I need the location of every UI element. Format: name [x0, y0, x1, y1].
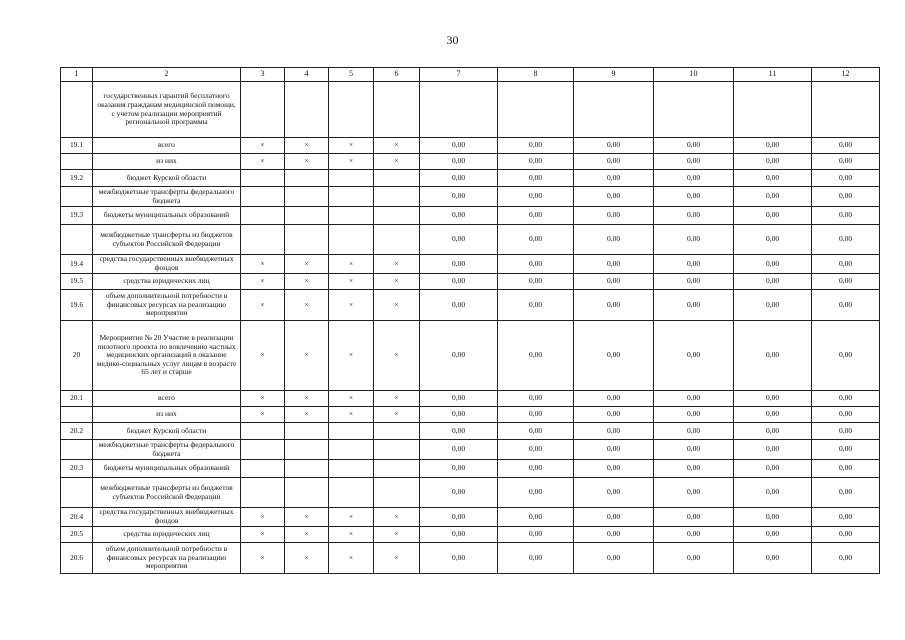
row-name-cell: средства государственных внебюджетных фондов — [93, 255, 241, 274]
value-cell: 0,00 — [812, 527, 880, 543]
value-cell: 0,00 — [574, 225, 654, 255]
value-cell: 0,00 — [654, 423, 734, 440]
row-name-cell: средства юридических лиц — [93, 274, 241, 290]
value-cell: 0,00 — [734, 274, 812, 290]
mark-cell: × — [329, 407, 374, 423]
value-cell: 0,00 — [420, 255, 498, 274]
value-cell: 0,00 — [498, 207, 574, 225]
mark-cell: × — [374, 154, 420, 170]
value-cell: 0,00 — [574, 170, 654, 187]
row-number-cell: 20.2 — [61, 423, 93, 440]
table-row — [61, 274, 880, 290]
value-cell: 0,00 — [654, 207, 734, 225]
value-cell: 0,00 — [812, 154, 880, 170]
value-cell: 0,00 — [734, 225, 812, 255]
table-row — [61, 440, 880, 460]
row-name-cell: межбюджетные трансферты федерального бюджета — [93, 187, 241, 207]
value-cell: 0,00 — [420, 154, 498, 170]
value-cell: 0,00 — [734, 207, 812, 225]
value-cell: 0,00 — [498, 391, 574, 407]
row-name-cell: бюджеты муниципальных образований — [93, 207, 241, 225]
mark-cell: × — [374, 543, 420, 574]
row-name-cell: средства юридических лиц — [93, 527, 241, 543]
row-number-cell: 20.1 — [61, 391, 93, 407]
mark-cell — [285, 225, 329, 255]
row-number-cell: 19.6 — [61, 290, 93, 321]
value-cell: 0,00 — [654, 225, 734, 255]
value-cell: 0,00 — [498, 527, 574, 543]
mark-cell — [329, 187, 374, 207]
table-row — [61, 290, 880, 321]
value-cell: 0,00 — [812, 543, 880, 574]
value-cell: 0,00 — [574, 460, 654, 478]
value-cell: 0,00 — [734, 407, 812, 423]
mark-cell: × — [241, 255, 285, 274]
value-cell: 0,00 — [812, 225, 880, 255]
header-cell-7: 7 — [420, 68, 498, 82]
value-cell: 0,00 — [498, 225, 574, 255]
value-cell: 0,00 — [420, 274, 498, 290]
table-row — [61, 170, 880, 187]
table-row — [61, 407, 880, 423]
value-cell: 0,00 — [498, 274, 574, 290]
mark-cell: × — [374, 391, 420, 407]
row-number-cell — [61, 478, 93, 508]
mark-cell — [374, 478, 420, 508]
value-cell: 0,00 — [734, 187, 812, 207]
value-cell: 0,00 — [812, 321, 880, 391]
header-cell-11: 11 — [734, 68, 812, 82]
value-cell: 0,00 — [420, 207, 498, 225]
value-cell: 0,00 — [574, 207, 654, 225]
value-cell: 0,00 — [420, 138, 498, 154]
table-row — [61, 321, 880, 391]
header-cell-1: 1 — [61, 68, 93, 82]
header-cell-9: 9 — [574, 68, 654, 82]
value-cell: 0,00 — [420, 508, 498, 527]
row-number-cell — [61, 82, 93, 138]
mark-cell — [329, 423, 374, 440]
value-cell: 0,00 — [734, 543, 812, 574]
value-cell: 0,00 — [654, 440, 734, 460]
mark-cell — [241, 423, 285, 440]
mark-cell: × — [285, 407, 329, 423]
row-number-cell: 19.3 — [61, 207, 93, 225]
mark-cell: × — [374, 255, 420, 274]
mark-cell — [329, 440, 374, 460]
mark-cell: × — [285, 321, 329, 391]
value-cell — [734, 82, 812, 138]
value-cell: 0,00 — [574, 274, 654, 290]
row-name-cell: межбюджетные трансферты из бюджетов субъектов Российской Федерации — [93, 478, 241, 508]
value-cell: 0,00 — [734, 508, 812, 527]
header-cell-10: 10 — [654, 68, 734, 82]
value-cell: 0,00 — [498, 407, 574, 423]
mark-cell: × — [285, 138, 329, 154]
row-name-cell: бюджет Курской области — [93, 423, 241, 440]
value-cell: 0,00 — [574, 440, 654, 460]
table-header-row — [61, 68, 880, 82]
value-cell: 0,00 — [498, 478, 574, 508]
mark-cell — [241, 82, 285, 138]
mark-cell — [241, 187, 285, 207]
row-name-cell: государственных гарантий бесплатного оказания гражданам медицинской помощи, с учетом реализации мероприятий региональной программы — [93, 82, 241, 138]
value-cell: 0,00 — [420, 170, 498, 187]
mark-cell: × — [329, 274, 374, 290]
mark-cell — [241, 478, 285, 508]
value-cell: 0,00 — [420, 391, 498, 407]
value-cell: 0,00 — [574, 508, 654, 527]
mark-cell: × — [285, 527, 329, 543]
row-number-cell: 19.2 — [61, 170, 93, 187]
mark-cell: × — [374, 290, 420, 321]
mark-cell: × — [241, 407, 285, 423]
row-name-cell: объем дополнительной потребности в финансовых ресурсах на реализацию мероприятия — [93, 543, 241, 574]
mark-cell: × — [241, 391, 285, 407]
row-number-cell — [61, 225, 93, 255]
mark-cell: × — [374, 321, 420, 391]
value-cell: 0,00 — [812, 274, 880, 290]
value-cell: 0,00 — [498, 290, 574, 321]
value-cell: 0,00 — [654, 138, 734, 154]
value-cell: 0,00 — [574, 255, 654, 274]
value-cell: 0,00 — [420, 407, 498, 423]
mark-cell: × — [329, 527, 374, 543]
value-cell: 0,00 — [734, 170, 812, 187]
value-cell: 0,00 — [812, 170, 880, 187]
value-cell: 0,00 — [812, 255, 880, 274]
row-number-cell: 20.4 — [61, 508, 93, 527]
row-name-cell: Мероприятие № 20 Участие в реализации пилотного проекта по вовлечению частных медицинских организаций в оказание медико-социальных услуг лицам в возрасте 65 лет и старше — [93, 321, 241, 391]
value-cell: 0,00 — [420, 527, 498, 543]
value-cell: 0,00 — [734, 423, 812, 440]
mark-cell — [374, 423, 420, 440]
mark-cell — [374, 225, 420, 255]
mark-cell — [241, 207, 285, 225]
row-number-cell: 20 — [61, 321, 93, 391]
value-cell: 0,00 — [574, 321, 654, 391]
value-cell: 0,00 — [734, 290, 812, 321]
mark-cell: × — [374, 407, 420, 423]
value-cell — [574, 82, 654, 138]
value-cell: 0,00 — [420, 321, 498, 391]
value-cell: 0,00 — [734, 321, 812, 391]
value-cell: 0,00 — [812, 407, 880, 423]
value-cell: 0,00 — [420, 225, 498, 255]
row-number-cell — [61, 154, 93, 170]
value-cell: 0,00 — [654, 187, 734, 207]
value-cell: 0,00 — [574, 290, 654, 321]
row-name-cell: межбюджетные трансферты из бюджетов субъектов Российской Федерации — [93, 225, 241, 255]
value-cell: 0,00 — [420, 478, 498, 508]
value-cell: 0,00 — [498, 187, 574, 207]
value-cell: 0,00 — [812, 423, 880, 440]
mark-cell: × — [241, 321, 285, 391]
mark-cell — [329, 207, 374, 225]
mark-cell — [285, 170, 329, 187]
value-cell: 0,00 — [734, 138, 812, 154]
header-cell-5: 5 — [329, 68, 374, 82]
table-row — [61, 207, 880, 225]
header-cell-3: 3 — [241, 68, 285, 82]
mark-cell — [285, 440, 329, 460]
value-cell: 0,00 — [498, 460, 574, 478]
mark-cell — [374, 187, 420, 207]
mark-cell: × — [329, 508, 374, 527]
mark-cell: × — [241, 154, 285, 170]
value-cell: 0,00 — [574, 187, 654, 207]
table-row — [61, 82, 880, 138]
value-cell: 0,00 — [574, 154, 654, 170]
mark-cell — [374, 170, 420, 187]
value-cell: 0,00 — [812, 290, 880, 321]
value-cell: 0,00 — [654, 478, 734, 508]
value-cell: 0,00 — [654, 255, 734, 274]
table-row — [61, 255, 880, 274]
value-cell: 0,00 — [734, 440, 812, 460]
value-cell: 0,00 — [734, 154, 812, 170]
value-cell: 0,00 — [498, 138, 574, 154]
value-cell — [812, 82, 880, 138]
value-cell: 0,00 — [420, 460, 498, 478]
mark-cell: × — [329, 154, 374, 170]
table-row — [61, 508, 880, 527]
row-name-cell: из них — [93, 407, 241, 423]
table-row — [61, 423, 880, 440]
mark-cell — [374, 207, 420, 225]
header-cell-6: 6 — [374, 68, 420, 82]
mark-cell: × — [285, 391, 329, 407]
value-cell: 0,00 — [654, 274, 734, 290]
mark-cell — [241, 440, 285, 460]
mark-cell: × — [241, 527, 285, 543]
header-cell-8: 8 — [498, 68, 574, 82]
header-cell-2: 2 — [93, 68, 241, 82]
header-cell-12: 12 — [812, 68, 880, 82]
value-cell: 0,00 — [654, 407, 734, 423]
value-cell: 0,00 — [420, 423, 498, 440]
page-number: 30 — [446, 33, 459, 47]
header-cell-4: 4 — [285, 68, 329, 82]
mark-cell — [285, 478, 329, 508]
value-cell: 0,00 — [812, 478, 880, 508]
mark-cell: × — [329, 255, 374, 274]
row-name-cell: бюджет Курской области — [93, 170, 241, 187]
value-cell: 0,00 — [734, 391, 812, 407]
mark-cell: × — [285, 154, 329, 170]
value-cell: 0,00 — [654, 170, 734, 187]
mark-cell — [374, 460, 420, 478]
value-cell: 0,00 — [498, 440, 574, 460]
value-cell: 0,00 — [574, 478, 654, 508]
mark-cell: × — [241, 274, 285, 290]
mark-cell — [329, 225, 374, 255]
table-row — [61, 527, 880, 543]
value-cell: 0,00 — [498, 170, 574, 187]
value-cell: 0,00 — [812, 391, 880, 407]
value-cell: 0,00 — [420, 187, 498, 207]
value-cell — [420, 82, 498, 138]
mark-cell: × — [241, 290, 285, 321]
value-cell: 0,00 — [812, 207, 880, 225]
row-number-cell: 20.3 — [61, 460, 93, 478]
row-number-cell: 19.1 — [61, 138, 93, 154]
mark-cell: × — [241, 138, 285, 154]
mark-cell: × — [285, 274, 329, 290]
value-cell: 0,00 — [420, 290, 498, 321]
mark-cell — [285, 187, 329, 207]
value-cell — [498, 82, 574, 138]
mark-cell — [241, 225, 285, 255]
value-cell: 0,00 — [812, 187, 880, 207]
mark-cell — [329, 170, 374, 187]
value-cell: 0,00 — [498, 508, 574, 527]
value-cell: 0,00 — [654, 543, 734, 574]
mark-cell — [374, 440, 420, 460]
row-number-cell: 20.5 — [61, 527, 93, 543]
row-name-cell: из них — [93, 154, 241, 170]
value-cell: 0,00 — [574, 543, 654, 574]
table-row — [61, 225, 880, 255]
value-cell: 0,00 — [812, 138, 880, 154]
mark-cell — [374, 82, 420, 138]
table-row — [61, 460, 880, 478]
row-name-cell: бюджеты муниципальных образований — [93, 460, 241, 478]
mark-cell: × — [285, 508, 329, 527]
value-cell: 0,00 — [498, 321, 574, 391]
table-row — [61, 138, 880, 154]
mark-cell: × — [329, 321, 374, 391]
value-cell: 0,00 — [498, 154, 574, 170]
value-cell: 0,00 — [812, 440, 880, 460]
value-cell: 0,00 — [420, 440, 498, 460]
mark-cell: × — [285, 290, 329, 321]
mark-cell — [285, 423, 329, 440]
table-row — [61, 154, 880, 170]
mark-cell: × — [374, 527, 420, 543]
mark-cell: × — [374, 138, 420, 154]
value-cell: 0,00 — [812, 460, 880, 478]
row-number-cell — [61, 407, 93, 423]
row-number-cell: 19.4 — [61, 255, 93, 274]
mark-cell — [329, 478, 374, 508]
mark-cell — [285, 460, 329, 478]
table-row — [61, 391, 880, 407]
mark-cell — [285, 207, 329, 225]
mark-cell: × — [285, 543, 329, 574]
value-cell: 0,00 — [734, 527, 812, 543]
row-name-cell: межбюджетные трансферты федерального бюджета — [93, 440, 241, 460]
mark-cell — [329, 460, 374, 478]
value-cell: 0,00 — [498, 423, 574, 440]
budget-table — [60, 67, 880, 574]
mark-cell: × — [241, 508, 285, 527]
mark-cell — [329, 82, 374, 138]
value-cell: 0,00 — [654, 154, 734, 170]
mark-cell — [241, 460, 285, 478]
table-row — [61, 478, 880, 508]
table-row — [61, 187, 880, 207]
mark-cell: × — [329, 290, 374, 321]
value-cell: 0,00 — [734, 255, 812, 274]
row-number-cell: 19.5 — [61, 274, 93, 290]
mark-cell: × — [374, 508, 420, 527]
row-number-cell — [61, 187, 93, 207]
value-cell: 0,00 — [654, 290, 734, 321]
mark-cell: × — [329, 138, 374, 154]
row-name-cell: объем дополнительной потребности в финансовых ресурсах на реализацию мероприятия — [93, 290, 241, 321]
value-cell: 0,00 — [734, 478, 812, 508]
row-name-cell: средства государственных внебюджетных фондов — [93, 508, 241, 527]
value-cell: 0,00 — [654, 508, 734, 527]
value-cell — [654, 82, 734, 138]
value-cell: 0,00 — [574, 423, 654, 440]
row-number-cell — [61, 440, 93, 460]
value-cell: 0,00 — [420, 543, 498, 574]
mark-cell: × — [374, 274, 420, 290]
value-cell: 0,00 — [498, 255, 574, 274]
value-cell: 0,00 — [654, 391, 734, 407]
value-cell: 0,00 — [574, 407, 654, 423]
row-name-cell: всего — [93, 138, 241, 154]
value-cell: 0,00 — [812, 508, 880, 527]
value-cell: 0,00 — [574, 138, 654, 154]
row-name-cell: всего — [93, 391, 241, 407]
mark-cell: × — [329, 543, 374, 574]
mark-cell — [241, 170, 285, 187]
value-cell: 0,00 — [654, 321, 734, 391]
mark-cell — [285, 82, 329, 138]
value-cell: 0,00 — [734, 460, 812, 478]
value-cell: 0,00 — [574, 391, 654, 407]
value-cell: 0,00 — [654, 460, 734, 478]
value-cell: 0,00 — [498, 543, 574, 574]
mark-cell: × — [329, 391, 374, 407]
table-row — [61, 543, 880, 574]
mark-cell: × — [285, 255, 329, 274]
row-number-cell: 20.6 — [61, 543, 93, 574]
value-cell: 0,00 — [574, 527, 654, 543]
mark-cell: × — [241, 543, 285, 574]
value-cell: 0,00 — [654, 527, 734, 543]
table-body — [61, 68, 880, 574]
